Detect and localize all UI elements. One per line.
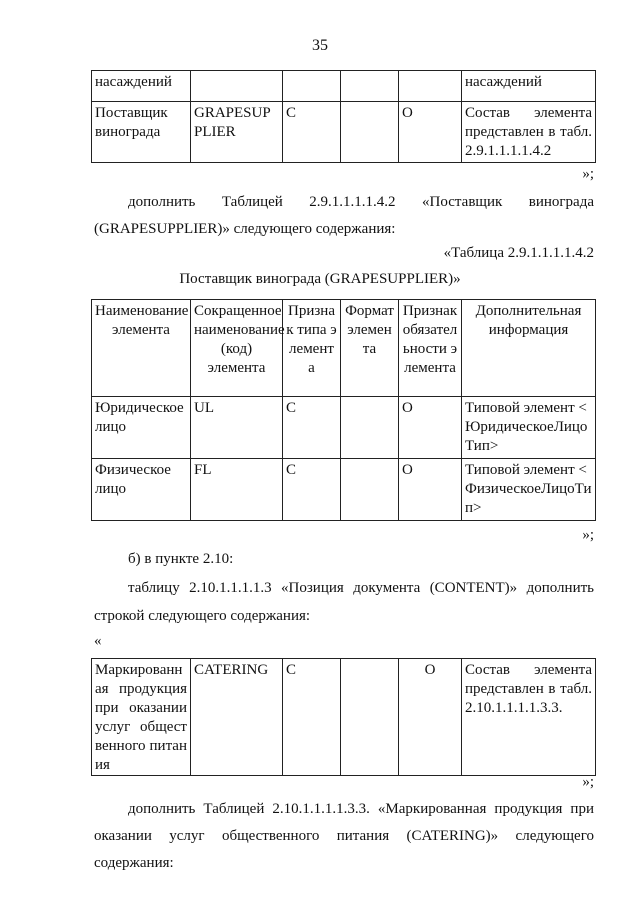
paragraph-line: б) в пункте 2.10: bbox=[128, 551, 234, 567]
required-cell: О bbox=[399, 102, 462, 163]
element-name-cell: Маркированная продукция при оказании услуг общественного питания bbox=[92, 659, 191, 776]
column-header: Признак типа элемента bbox=[283, 300, 341, 397]
info-cell: насаждений bbox=[462, 71, 596, 102]
type-cell: С bbox=[283, 102, 341, 163]
paragraph-line: таблицу 2.10.1.1.1.1.3 «Позиция документа (CONTENT)» дополнить bbox=[128, 580, 594, 596]
table-row bbox=[92, 659, 596, 776]
table-header-row bbox=[92, 300, 596, 397]
format-cell bbox=[341, 102, 399, 163]
paragraph-line: оказании услуг общественного питания (CATERING)» следующего bbox=[94, 828, 594, 844]
format-cell bbox=[341, 659, 399, 776]
code-cell: FL bbox=[191, 459, 283, 521]
opening-quote: « bbox=[94, 633, 102, 649]
table-row bbox=[92, 71, 596, 102]
column-header: Признак обязательности элемента bbox=[399, 300, 462, 397]
paragraph-line: дополнить Таблицей 2.9.1.1.1.1.4.2 «Поставщик винограда bbox=[128, 194, 594, 210]
required-cell: О bbox=[399, 397, 462, 459]
paragraph-line: строкой следующего содержания: bbox=[94, 608, 311, 624]
column-header: Дополнительная информация bbox=[462, 300, 596, 397]
required-cell: О bbox=[399, 659, 462, 776]
required-cell bbox=[399, 71, 462, 102]
closing-quote: »; bbox=[582, 166, 594, 182]
element-name-cell: насаждений bbox=[92, 71, 191, 102]
element-name-cell: Поставщик винограда bbox=[92, 102, 191, 163]
closing-quote: »; bbox=[582, 774, 594, 790]
info-cell: Типовой элемент <ФизическоеЛицоТип> bbox=[462, 459, 596, 521]
table-label: «Таблица 2.9.1.1.1.1.4.2 bbox=[443, 245, 594, 261]
format-cell bbox=[341, 71, 399, 102]
code-cell: UL bbox=[191, 397, 283, 459]
table-title: Поставщик винограда (GRAPESUPPLIER)» bbox=[179, 271, 461, 287]
table-row bbox=[92, 459, 596, 521]
table-row bbox=[92, 102, 596, 163]
code-cell bbox=[191, 71, 283, 102]
required-cell: О bbox=[399, 459, 462, 521]
format-cell bbox=[341, 459, 399, 521]
paragraph-line: содержания: bbox=[94, 855, 174, 871]
table-row bbox=[92, 397, 596, 459]
type-cell: С bbox=[283, 459, 341, 521]
code-cell: CATERING bbox=[191, 659, 283, 776]
page-number: 35 bbox=[312, 37, 328, 54]
type-cell bbox=[283, 71, 341, 102]
paragraph-line: (GRAPESUPPLIER)» следующего содержания: bbox=[94, 221, 396, 237]
format-cell bbox=[341, 397, 399, 459]
table-content-row bbox=[91, 658, 596, 776]
element-name-cell: Физическое лицо bbox=[92, 459, 191, 521]
info-cell: Типовой элемент <ЮридическоеЛицоТип> bbox=[462, 397, 596, 459]
element-name-cell: Юридическое лицо bbox=[92, 397, 191, 459]
column-header: Формат элемента bbox=[341, 300, 399, 397]
info-cell: Состав элемента представлен в табл. 2.10.1.1.1.1.3.3. bbox=[462, 659, 596, 776]
info-cell: Состав элемента представлен в табл. 2.9.1.1.1.1.4.2 bbox=[462, 102, 596, 163]
type-cell: С bbox=[283, 397, 341, 459]
table-grapesupplier bbox=[91, 299, 596, 521]
code-cell: GRAPESUPPLIER bbox=[191, 102, 283, 163]
column-header: Сокращенное наименование (код) элемента bbox=[191, 300, 283, 397]
table-continuation bbox=[91, 70, 596, 163]
column-header: Наименование элемента bbox=[92, 300, 191, 397]
closing-quote: »; bbox=[582, 527, 594, 543]
paragraph-line: дополнить Таблицей 2.10.1.1.1.1.3.3. «Маркированная продукция при bbox=[128, 801, 594, 817]
type-cell: С bbox=[283, 659, 341, 776]
